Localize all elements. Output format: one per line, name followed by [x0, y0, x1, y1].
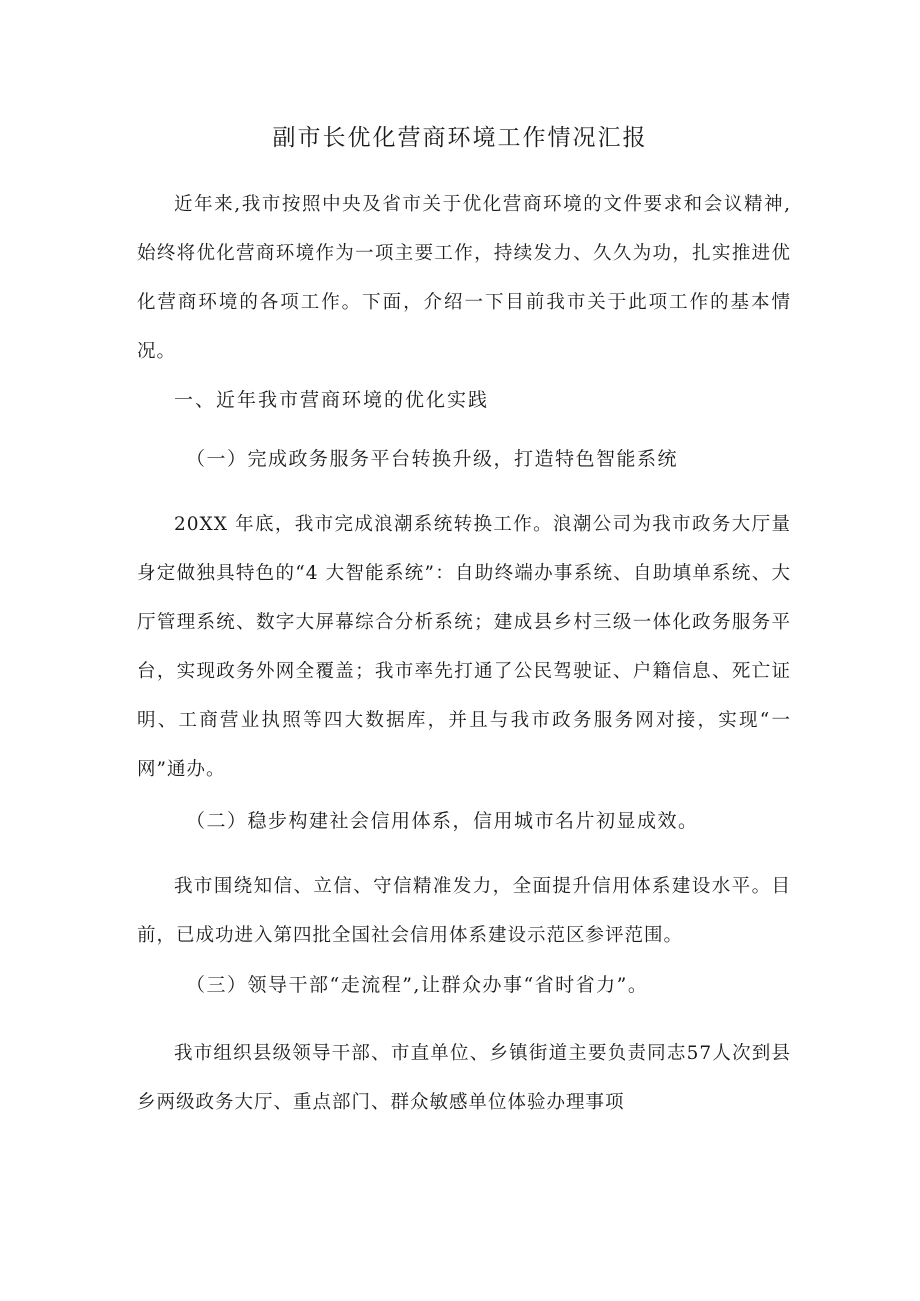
subsection-heading-3: （三）领导干部“走流程”,让群众办事“省时省力”。: [186, 974, 649, 996]
subsection-paragraph-1: 20XX 年底，我市完成浪潮系统转换工作。浪潮公司为我市政务大厅量身定做独具特色的“4 大智能系统”：自助终端办事系统、自助填单系统、大厅管理系统、数字大屏幕综合分析系统；建成县乡村三级一体化政务服务平台，实现政务外网全覆盖；我市率先打通了公民驾驶证、户籍信息、死亡证明、工商营业执照等四大数据库，并且与我市政务服务网对接，实现“一网”通办。: [137, 514, 791, 780]
subsection-paragraph-3: 我市组织县级领导干部、市直单位、乡镇街道主要负责同志57人次到县乡两级政务大厅、重点部门、群众敏感单位体验办理事项: [137, 1043, 791, 1113]
intro-paragraph: 近年来,我市按照中央及省市关于优化营商环境的文件要求和会议精神,始终将优化营商环境作为一项主要工作，持续发力、久久为功，扎实推进优化营商环境的各项工作。下面，介绍一下目前我市关于此项工作的基本情况。: [137, 194, 791, 362]
subsection-heading-1: （一）完成政务服务平台转换升级，打造特色智能系统: [186, 448, 679, 470]
subsection-paragraph-2: 我市围绕知信、立信、守信精准发力，全面提升信用体系建设水平。目前，已成功进入第四批全国社会信用体系建设示范区参评范围。: [137, 876, 791, 946]
document-title: 副市长优化营商环境工作情况汇报: [272, 125, 648, 151]
section-heading-1: 一、近年我市营商环境的优化实践: [174, 389, 490, 411]
subsection-heading-2: （二）稳步构建社会信用体系，信用城市名片初显成效。: [186, 810, 699, 832]
